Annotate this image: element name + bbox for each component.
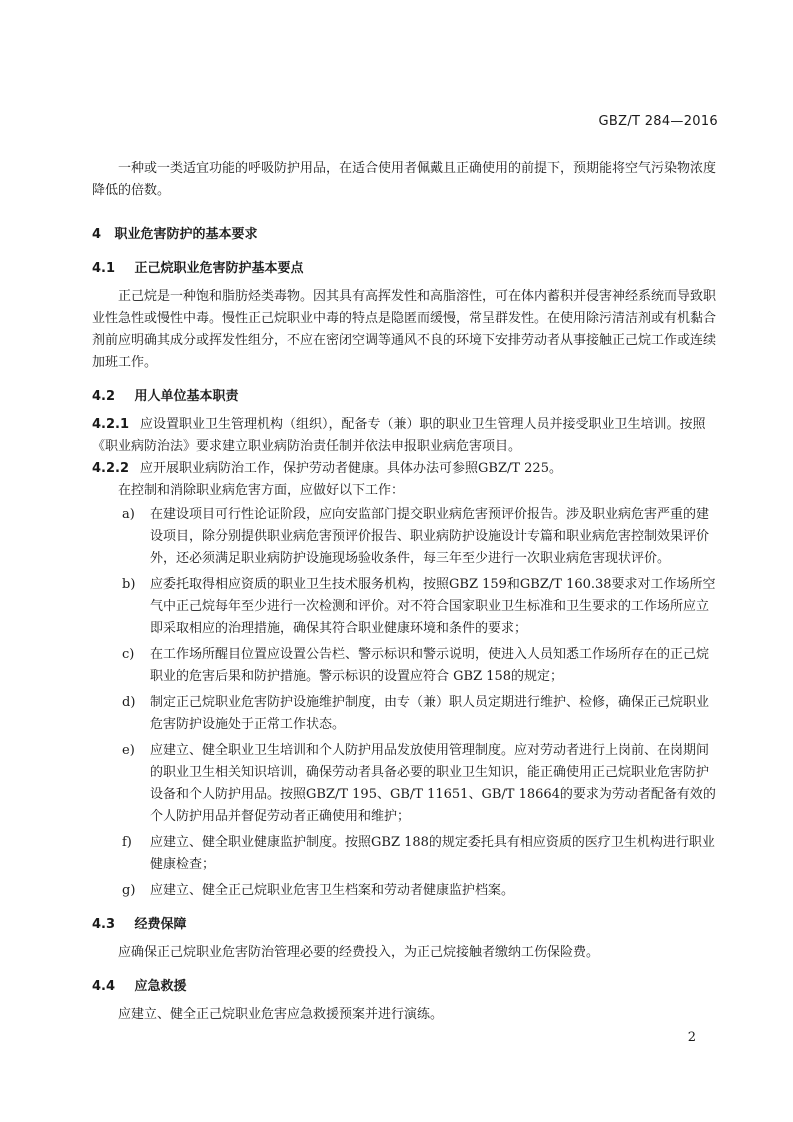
section-4-2-heading [92, 386, 716, 408]
section-4-3-paragraph: 应确保正己烷职业危害防治管理必要的经费投入，为正己烷接触者缴纳工伤保险费。 [118, 945, 600, 960]
section-4-4-paragraph: 应建立、健全正己烷职业危害应急救援预案并进行演练。 [118, 1007, 444, 1022]
clause-4-2-1-number: 4.2.1 [92, 417, 130, 432]
clause-4-2-1-text: 应设置职业卫生管理机构（组织），配备专（兼）职的职业卫生管理人员并接受职业卫生培训。按照《职业病防治法》要求建立职业病防治责任制并依法申报职业病危害项目。 [92, 417, 706, 454]
section-4-2-number: 4.2 [92, 389, 116, 404]
section-4-3-heading [92, 914, 716, 936]
section-4-4-heading [92, 976, 716, 998]
clause-4-2-1 [92, 414, 716, 458]
section-4-1-title: 正己烷职业危害防护基本要点 [134, 261, 304, 276]
document-body [92, 158, 716, 1026]
clause-4-2-2-lead: 在控制和消除职业病危害方面，应做好以下工作： [118, 483, 405, 498]
list-item-marker: d) [122, 695, 136, 710]
list-item [92, 740, 716, 828]
section-4-3-number: 4.3 [92, 917, 116, 932]
list-item [92, 644, 716, 688]
section-4-4-number: 4.4 [92, 979, 116, 994]
list-item-marker: g) [122, 883, 136, 898]
page-number: 2 [687, 1030, 696, 1045]
list-item-text: 制定正己烷职业危害防护设施维护制度，由专（兼）职人员定期进行维护、检修，确保正己烷职业危害防护设施处于正常工作状态。 [150, 695, 710, 732]
list-item-text: 应建立、健全职业健康监护制度。按照GBZ 188的规定委托具有相应资质的医疗卫生机构进行职业健康检查； [150, 835, 715, 872]
clause-4-2-2 [92, 458, 716, 480]
list-item [92, 574, 716, 640]
list-item-text: 在工作场所醒目位置应设置公告栏、警示标识和警示说明，使进入人员知悉工作场所存在的正己烷职业的危害后果和防护措施。警示标识的设置应符合 GBZ 158的规定； [150, 647, 710, 684]
list-item-marker: f) [122, 835, 132, 850]
intro-paragraph: 一种或一类适宜功能的呼吸防护用品，在适合使用者佩戴且正确使用的前提下，预期能将空气污染物浓度降低的倍数。 [92, 161, 717, 198]
list-item-text: 应建立、健全职业卫生培训和个人防护用品发放使用管理制度。应对劳动者进行上岗前、在岗期间的职业卫生相关知识培训，确保劳动者具备必要的职业卫生知识，能正确使用正己烷职业危害防护设备和个人防护用品。按照GBZ/T 195、GB/T 11651、GB/T 18664的要求为劳动者配备有效的个人防护用品并督促劳动者正确使用和维护； [150, 743, 716, 824]
section-4-number: 4 [92, 227, 102, 242]
section-4-heading [92, 224, 716, 246]
clause-4-2-2-number: 4.2.2 [92, 461, 130, 476]
list-item-text: 应委托取得相应资质的职业卫生技术服务机构，按照GBZ 159和GBZ/T 160.38要求对工作场所空气中正己烷每年至少进行一次检测和评价。对不符合国家职业卫生标准和卫生要求的工作场所应立即采取相应的治理措施，确保其符合职业健康环境和条件的要求； [150, 577, 716, 636]
list-item [92, 832, 716, 876]
section-4-1-paragraph: 正己烷是一种饱和脂肪烃类毒物。因其具有高挥发性和高脂溶性，可在体内蓄积并侵害神经系统而导致职业性急性或慢性中毒。慢性正己烷职业中毒的特点是隐匿而缓慢，常呈群发性。在使用除污清洁剂或有机黏合剂前应明确其成分或挥发性组分，不应在密闭空调等通风不良的环境下安排劳动者从事接触正己烷工作或连续加班工作。 [92, 289, 717, 370]
clause-4-2-2-text: 应开展职业病防治工作，保护劳动者健康。具体办法可参照GBZ/T 225。 [140, 461, 562, 476]
list-item-text: 在建设项目可行性论证阶段，应向安监部门提交职业病危害预评价报告。涉及职业病危害严重的建设项目，除分别提供职业病危害预评价报告、职业病防护设施设计专篇和职业病危害控制效果评价外，还必须满足职业病防护设施现场验收条件，每三年至少进行一次职业病危害现状评价。 [150, 507, 710, 566]
section-4-1-heading [92, 258, 716, 280]
standard-number: GBZ/T 284—2016 [598, 114, 718, 129]
section-4-3-title: 经费保障 [134, 917, 187, 932]
list-item-marker: e) [122, 743, 135, 758]
list-item [92, 692, 716, 736]
list-item [92, 880, 716, 902]
list-item-marker: b) [122, 577, 136, 592]
section-4-1-number: 4.1 [92, 261, 116, 276]
section-4-2-title: 用人单位基本职责 [134, 389, 239, 404]
section-4-4-title: 应急救援 [134, 979, 187, 994]
list-item-marker: a) [122, 507, 135, 522]
duties-list [92, 504, 716, 902]
list-item-marker: c) [122, 647, 135, 662]
list-item-text: 应建立、健全正己烷职业危害卫生档案和劳动者健康监护档案。 [150, 883, 515, 898]
list-item [92, 504, 716, 570]
section-4-title: 职业危害防护的基本要求 [114, 227, 258, 242]
